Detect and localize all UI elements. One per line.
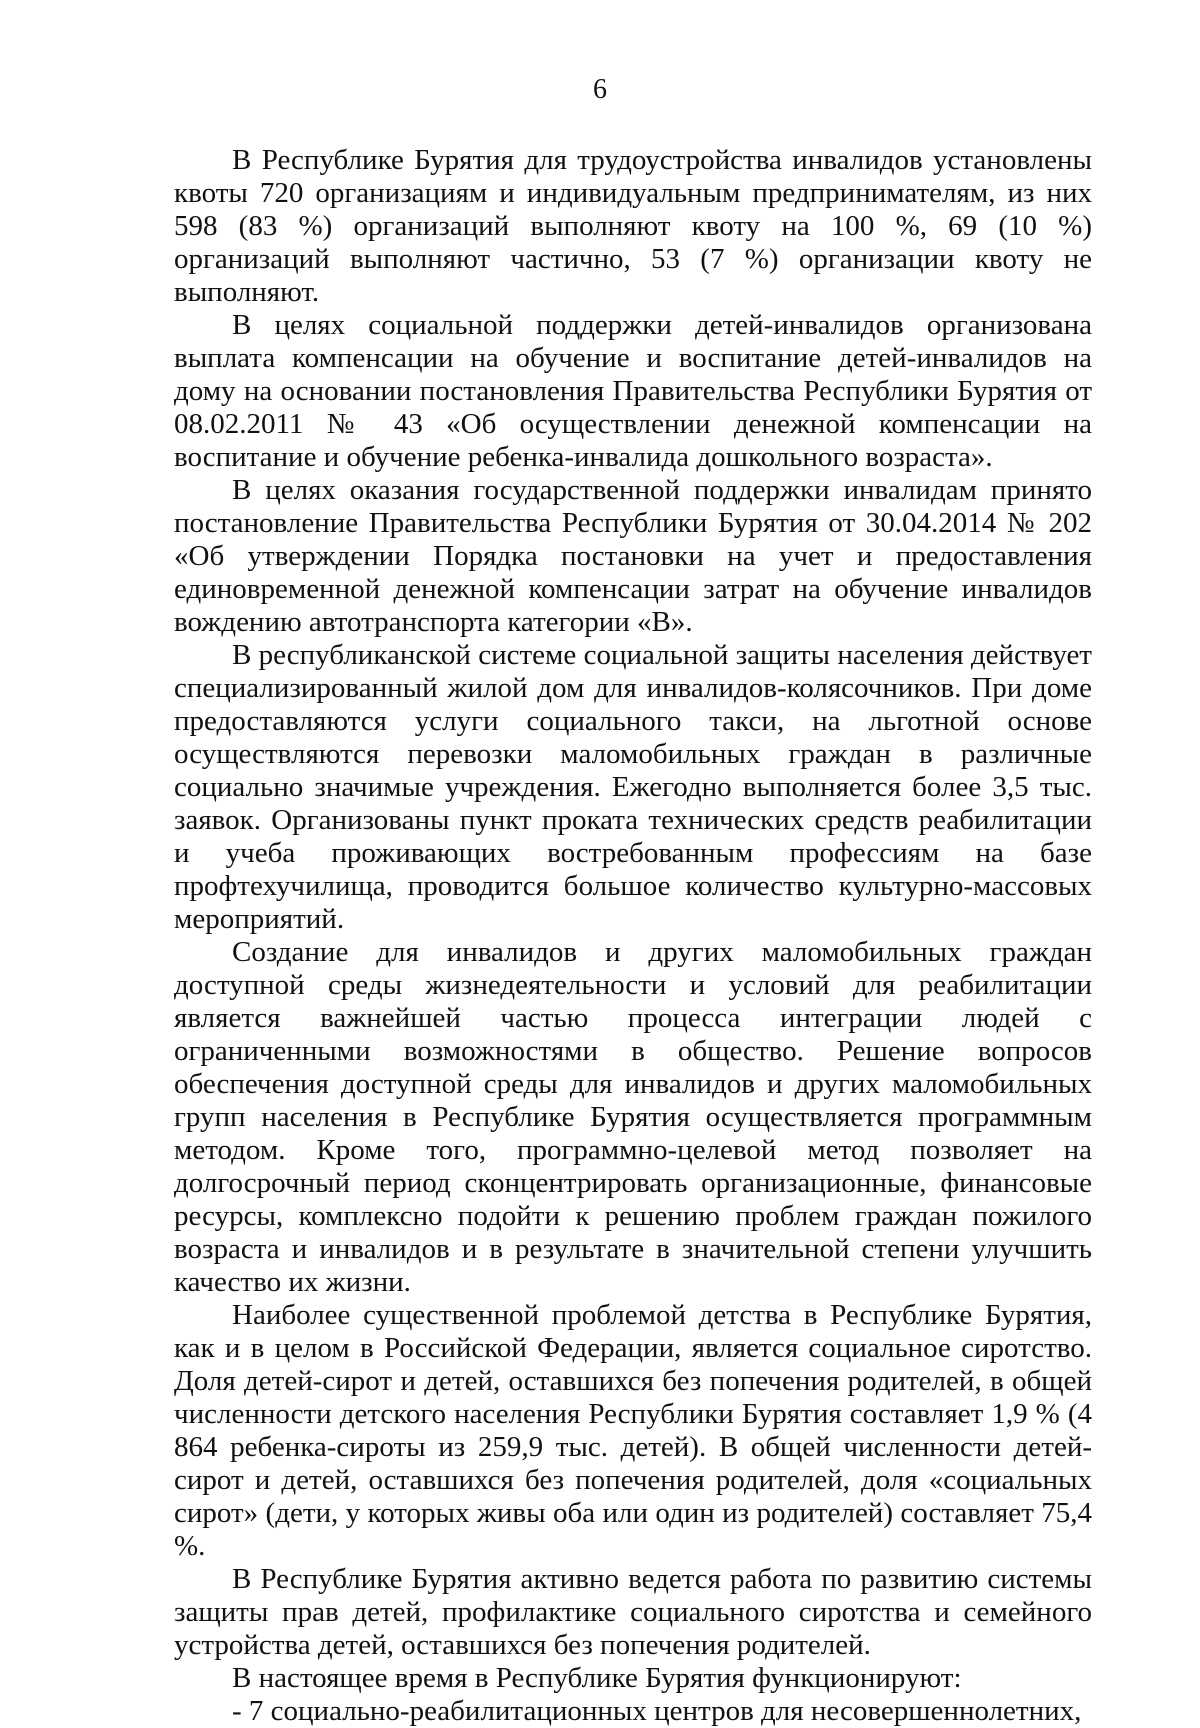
paragraph-currently-functioning: В настоящее время в Республике Бурятия функционируют: <box>232 1662 962 1694</box>
paragraph-social-orphanhood: Наиболее существенной проблемой детства в Республике Бурятия, как и в целом в Российской Федерации, является социальное сиротство. Доля детей-сирот и детей, оставшихся без попечения родителей, в общей численности детского населения Республики Бурятия составляет 1,9 % (4 864 ребенка-сироты из 259,9 тыс. детей). В общей численности детей-сирот и детей, оставшихся без попечения родителей, доля «социальных сирот» (дети, у которых живы оба или один из родителей) составляет 75,4 %. <box>174 1299 1092 1562</box>
paragraph-quotas: В Республике Бурятия для трудоустройства инвалидов установлены квоты 720 организациям и индивидуальным предпринимателям, из них 598 (83 %) организаций выполняют квоту на 100 %, 69 (10 %) организаций выполняют частично, 53 (7 %) организации квоту не выполняют. <box>174 144 1092 308</box>
paragraph-disabled-children-compensation: В целях социальной поддержки детей-инвалидов организована выплата компенсации на обучение и воспитание детей-инвалидов на дому на основании постановления Правительства Республики Бурятия от 08.02.2011 № 43 «Об осуществлении денежной компенсации на воспитание и обучение ребенка-инвалида дошкольного возраста». <box>174 309 1092 473</box>
body-text <box>174 144 1092 1728</box>
paragraph-accessible-environment: Создание для инвалидов и других маломобильных граждан доступной среды жизнедеятельности и условий для реабилитации является важнейшей частью процесса интеграции людей с ограниченными возможностями в общество. Решение вопросов обеспечения доступной среды для инвалидов и других маломобильных групп населения в Республике Бурятия осуществляется программным методом. Кроме того, программно-целевой метод позволяет на долгосрочный период сконцентрировать организационные, финансовые ресурсы, комплексно подойти к решению проблем граждан пожилого возраста и инвалидов и в результате в значительной степени улучшить качество их жизни. <box>174 936 1092 1298</box>
paragraph-driving-training-compensation: В целях оказания государственной поддержки инвалидам принято постановление Правительства Республики Бурятия от 30.04.2014 № 202 «Об утверждении Порядка постановки на учет и предоставления единовременной денежной компенсации затрат на обучение инвалидов вождению автотранспорта категории «В». <box>174 474 1092 638</box>
paragraph-specialized-housing: В республиканской системе социальной защиты населения действует специализированный жилой дом для инвалидов-колясочников. При доме предоставляются услуги социального такси, на льготной основе осуществляются перевозки маломобильных граждан в различные социально значимые учреждения. Ежегодно выполняется более 3,5 тыс. заявок. Организованы пункт проката технических средств реабилитации и учеба проживающих востребованным профессиям на базе профтехучилища, проводится большое количество культурно-массовых мероприятий. <box>174 639 1092 935</box>
list-item-rehabilitation-centers: - 7 социально-реабилитационных центров для несовершеннолетних, <box>232 1695 1082 1727</box>
page-number: 6 <box>593 74 607 105</box>
paragraph-child-rights-protection: В Республике Бурятия активно ведется работа по развитию системы защиты прав детей, профилактике социального сиротства и семейного устройства детей, оставшихся без попечения родителей. <box>174 1563 1092 1661</box>
